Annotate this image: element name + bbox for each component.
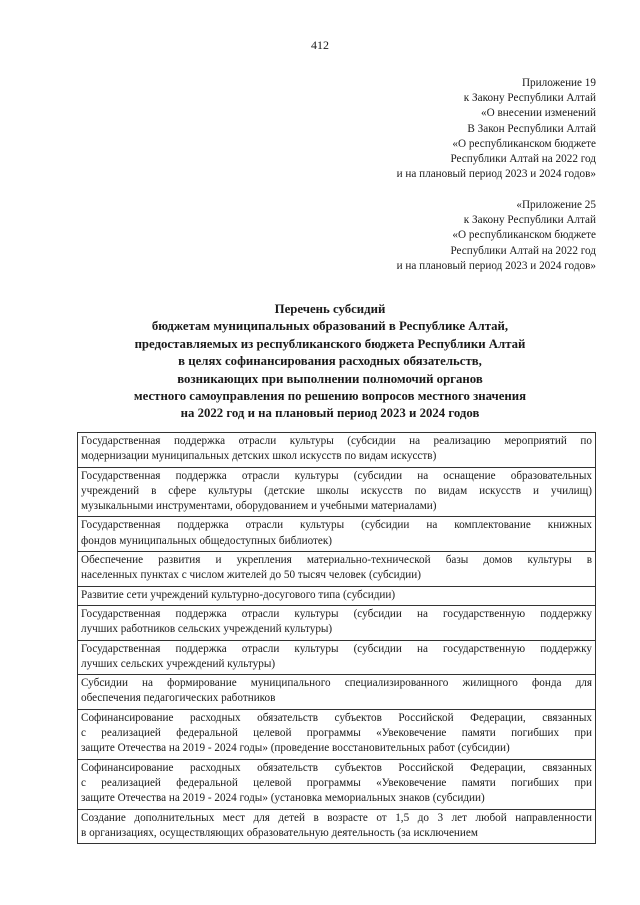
appendix-header-old [397, 198, 596, 274]
subsidy-cell [78, 467, 596, 517]
title-line: предоставляемых из республиканского бюджета Республики Алтай [134, 336, 526, 351]
table-row [78, 552, 596, 587]
subsidy-line: населенных пунктах с числом жителей до 50 тысяч человек (субсидии) [81, 569, 421, 582]
subsidy-line: Государственная поддержка отрасли культуры (субсидии на комплектование книжных [81, 519, 592, 532]
appendix-line: «О республиканском бюджете [452, 229, 596, 242]
table-row [78, 586, 596, 605]
table-row [78, 433, 596, 468]
subsidy-line: учреждений в сфере культуры (детские школы искусств по видам искусств и училищ) [81, 484, 592, 497]
subsidy-line: Государственная поддержка отрасли культуры (субсидии на государственную поддержку [81, 642, 592, 655]
subsidy-line: Государственная поддержка отрасли культуры (субсидии на реализацию мероприятий по [81, 435, 592, 447]
document-title [60, 301, 600, 423]
title-line: на 2022 год и на плановый период 2023 и 2024 годов [180, 406, 480, 421]
appendix-line: Республики Алтай на 2022 год [450, 244, 596, 257]
subsidy-cell [78, 605, 596, 640]
subsidy-line: в организациях, осуществляющих образовательную деятельность (за исключением [81, 826, 478, 839]
subsidy-line: Софинансирование расходных обязательств субъектов Российской Федерации, связанных [81, 711, 592, 724]
appendix-line: «Приложение 25 [516, 199, 596, 211]
title-line: в целях софинансирования расходных обязательств, [178, 354, 482, 369]
appendix-line: и на плановый период 2023 и 2024 годов» [396, 259, 596, 272]
subsidy-cell [78, 552, 596, 587]
subsidy-line: фондов муниципальных общедоступных библиотек) [81, 534, 333, 547]
subsidy-line: Государственная поддержка отрасли культуры (субсидии на государственную поддержку [81, 607, 592, 620]
title-line: местного самоуправления по решению вопросов местного значения [133, 389, 527, 404]
subsidy-cell [78, 433, 596, 468]
table-row [78, 517, 596, 552]
subsidy-line: Развитие сети учреждений культурно-досугового типа (субсидии) [81, 588, 396, 601]
subsidy-line: Создание дополнительных мест для детей в возрасте от 1,5 до 3 лет любой направленности [81, 811, 592, 824]
appendix-line: Приложение 19 [521, 77, 596, 89]
subsidy-line: защите Отечества на 2019 - 2024 годы» (проведение восстановительных работ (субсидии) [81, 742, 510, 755]
title-line: возникающих при выполнении полномочий органов [177, 371, 483, 386]
subsidy-line: модернизации муниципальных детских школ искусств по видам искусств) [81, 450, 437, 463]
subsidy-line: с реализацией федеральной целевой программы «Увековечение памяти погибших при [81, 776, 592, 789]
subsidy-cell [78, 640, 596, 675]
table-row [78, 809, 596, 844]
appendix-line: и на плановый период 2023 и 2024 годов» [396, 168, 596, 181]
table-row [78, 640, 596, 675]
subsidy-line: Софинансирование расходных обязательств субъектов Российской Федерации, связанных [81, 761, 592, 774]
subsidy-cell [78, 709, 596, 759]
subsidy-line: лучших работников сельских учреждений культуры) [81, 623, 333, 636]
appendix-line: «О внесении изменений [480, 107, 596, 120]
table-row [78, 709, 596, 759]
appendix-line: В Закон Республики Алтай [467, 122, 596, 135]
appendix-line: к Закону Республики Алтай [463, 214, 596, 227]
page-number: 412 [311, 38, 329, 52]
subsidy-line: Обеспечение развития и укрепления материально-технической базы домов культуры в [81, 554, 592, 567]
subsidy-line: Государственная поддержка отрасли культуры (субсидии на оснащение образовательных [81, 469, 592, 482]
subsidy-line: с реализацией федеральной целевой программы «Увековечение памяти погибших при [81, 727, 592, 740]
subsidy-line: лучших сельских учреждений культуры) [81, 657, 276, 670]
title-line: Перечень субсидий [274, 302, 386, 316]
table-row [78, 605, 596, 640]
subsidy-cell [78, 517, 596, 552]
table-row [78, 675, 596, 710]
subsidy-cell [78, 759, 596, 809]
appendix-header-new [397, 76, 596, 182]
subsidy-line: обеспечения педагогических работников [81, 692, 276, 705]
subsidies-table [77, 432, 596, 844]
subsidy-cell [78, 675, 596, 710]
subsidy-line: Субсидии на формирование муниципального специализированного жилищного фонда для [81, 677, 592, 690]
appendix-line: Республики Алтай на 2022 год [450, 153, 596, 166]
appendix-line: «О республиканском бюджете [452, 137, 596, 150]
table-row [78, 467, 596, 517]
subsidy-line: музыкальными инструментами, оборудованием и учебными материалами) [81, 500, 437, 513]
appendix-line: к Закону Республики Алтай [463, 92, 596, 105]
subsidy-cell [78, 809, 596, 844]
table-row [78, 759, 596, 809]
subsidy-line: защите Отечества на 2019 - 2024 годы» (установка мемориальных знаков (субсидии) [81, 792, 485, 805]
title-line: бюджетам муниципальных образований в Республике Алтай, [151, 319, 509, 334]
subsidy-cell [78, 586, 596, 605]
